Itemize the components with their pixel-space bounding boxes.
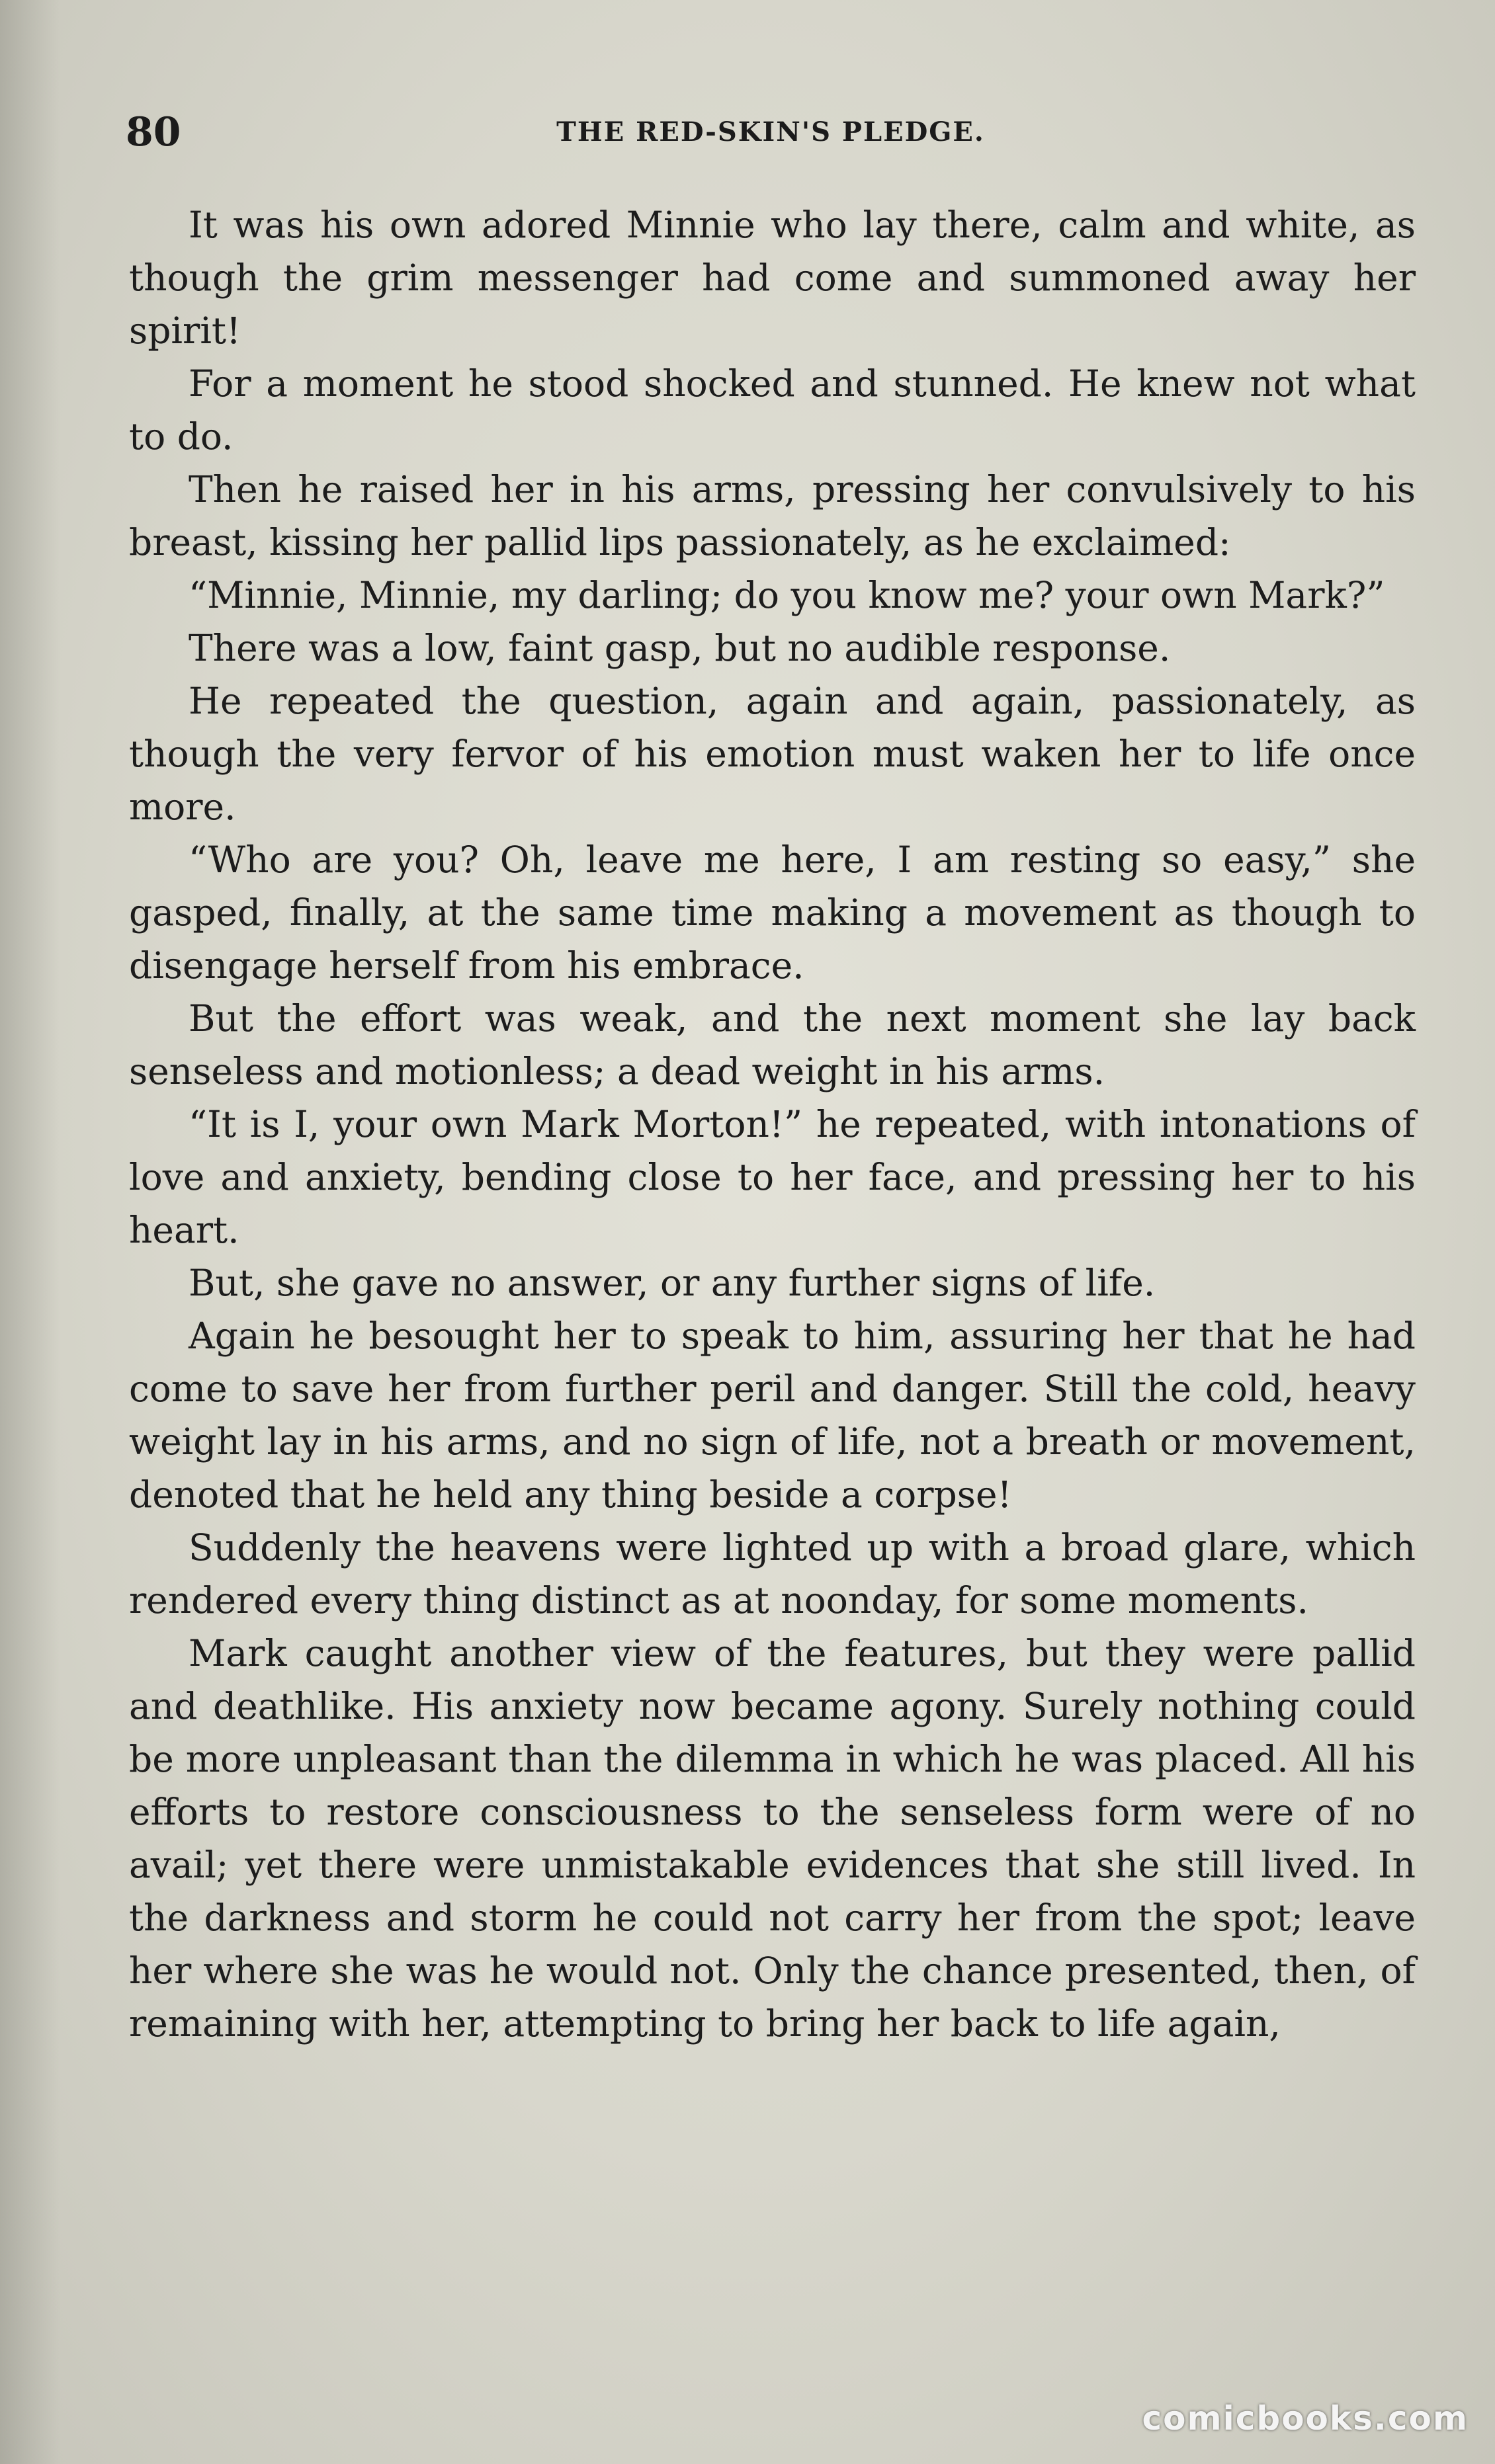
paragraph: But the effort was weak, and the next moment she lay back senseless and motionless; a dead weight in his arms. <box>129 997 1416 1092</box>
paragraph: Then he raised her in his arms, pressing her convulsively to his breast, kissing her pallid lips passionately, as he exclaimed: <box>129 468 1416 563</box>
watermark: comicbooks.com <box>1142 2399 1469 2438</box>
paragraph: For a moment he stood shocked and stunned. He knew not what to do. <box>129 362 1416 458</box>
paragraph: Again he besought her to speak to him, assuring her that he had come to save her from further peril and danger. Still the cold, heavy weight lay in his arms, and no sign of life, not a breath or movement, denoted that he held any thing beside a corpse! <box>129 1315 1416 1516</box>
body-text <box>129 198 1416 2050</box>
page-number: 80 <box>126 109 181 155</box>
spine-shadow <box>0 0 60 2464</box>
paragraph: It was his own adored Minnie who lay there, calm and white, as though the grim messenger had come and summoned away her spirit! <box>129 204 1416 352</box>
running-title: THE RED-SKIN'S PLEDGE. <box>556 116 985 147</box>
paragraph: “It is I, your own Mark Morton!” he repeated, with intonations of love and anxiety, bending close to her face, and pressing her to his heart. <box>129 1103 1416 1251</box>
paragraph: “Minnie, Minnie, my darling; do you know me? your own Mark?” <box>189 574 1385 616</box>
paragraph: But, she gave no answer, or any further signs of life. <box>189 1262 1156 1304</box>
paragraph: He repeated the question, again and again, passionately, as though the very fervor of his emotion must waken her to life once more. <box>129 680 1416 828</box>
paragraph: Mark caught another view of the features, but they were pallid and deathlike. His anxiety now became agony. Surely nothing could be more unpleasant than the dilemma in which he was placed. All his efforts to restore consciousness to the senseless form were of no avail; yet there were unmistakable evidences that she still lived. In the darkness and storm he could not carry her from the spot; leave her where she was he would not. Only the chance presented, then, of remaining with her, attempting to bring her back to life again, <box>129 1632 1416 2045</box>
paragraph: “Who are you? Oh, leave me here, I am resting so easy,” she gasped, finally, at the same time making a movement as though to disengage herself from his embrace. <box>129 839 1416 987</box>
paragraph: Suddenly the heavens were lighted up with a broad glare, which rendered every thing distinct as at noonday, for some moments. <box>129 1526 1416 1622</box>
paragraph: There was a low, faint gasp, but no audible response. <box>189 627 1171 669</box>
page-header <box>126 106 1416 165</box>
